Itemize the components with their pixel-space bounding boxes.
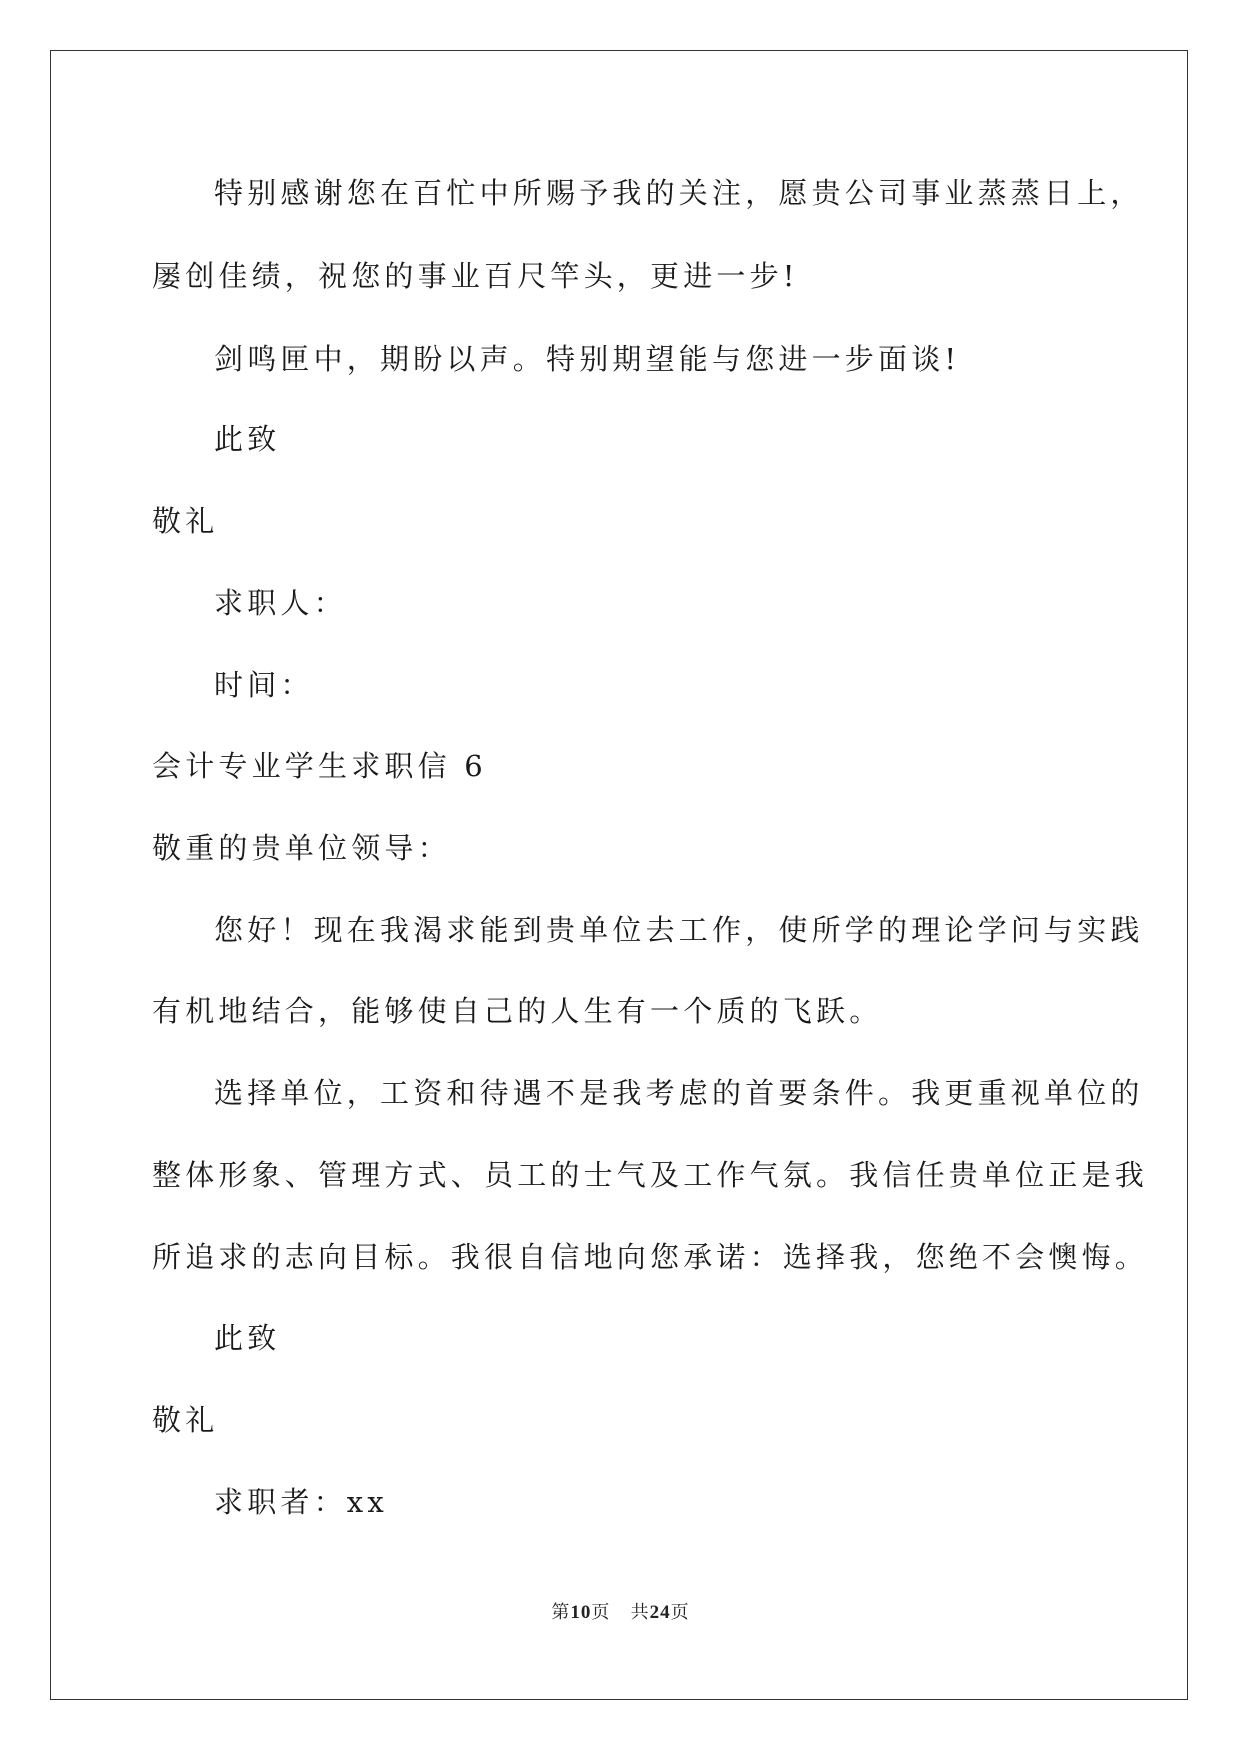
footer-current-page: 10 [570, 1602, 592, 1623]
footer-prefix: 第 [551, 1602, 571, 1623]
footer-total-pages: 24 [649, 1602, 671, 1623]
letter-greeting: 敬重的贵单位领导： [152, 831, 451, 865]
footer-total-unit: 页 [670, 1602, 690, 1623]
paragraph-choice-cont-2: 所追求的志向目标。我很自信地向您承诺：选择我，您绝不会懊悔。 [152, 1240, 1149, 1274]
footer-page-unit: 页 [591, 1602, 611, 1623]
signature-date: 时间： [214, 668, 314, 702]
signature-applicant: 求职人： [214, 586, 347, 620]
salutation-jingli-2: 敬礼 [152, 1403, 219, 1437]
footer-total-prefix: 共 [630, 1602, 650, 1623]
paragraph-choice-cont-1: 整体形象、管理方式、员工的士气及工作气氛。我信任贵单位正是我 [152, 1158, 1149, 1192]
salutation-cizhi: 此致 [214, 422, 281, 456]
paragraph-closing-wish: 剑鸣匣中，期盼以声。特别期望能与您进一步面谈! [214, 342, 961, 376]
paragraph-intro-cont: 有机地结合，能够使自己的人生有一个质的飞跃。 [152, 994, 883, 1028]
paragraph-thanks: 特别感谢您在百忙中所赐予我的关注，愿贵公司事业蒸蒸日上， [214, 176, 1144, 210]
letter-title: 会计专业学生求职信 6 [152, 749, 487, 783]
paragraph-intro: 您好！现在我渴求能到贵单位去工作，使所学的理论学问与实践 [214, 913, 1144, 947]
page-footer [0, 1598, 1241, 1624]
page-border [50, 50, 1188, 1700]
paragraph-choice: 选择单位，工资和待遇不是我考虑的首要条件。我更重视单位的 [214, 1076, 1144, 1110]
signature-applicant-2: 求职者：xx [214, 1485, 388, 1519]
salutation-cizhi-2: 此致 [214, 1321, 281, 1355]
salutation-jingli: 敬礼 [152, 504, 219, 538]
paragraph-thanks-cont: 屡创佳绩，祝您的事业百尺竿头，更进一步! [152, 259, 799, 293]
